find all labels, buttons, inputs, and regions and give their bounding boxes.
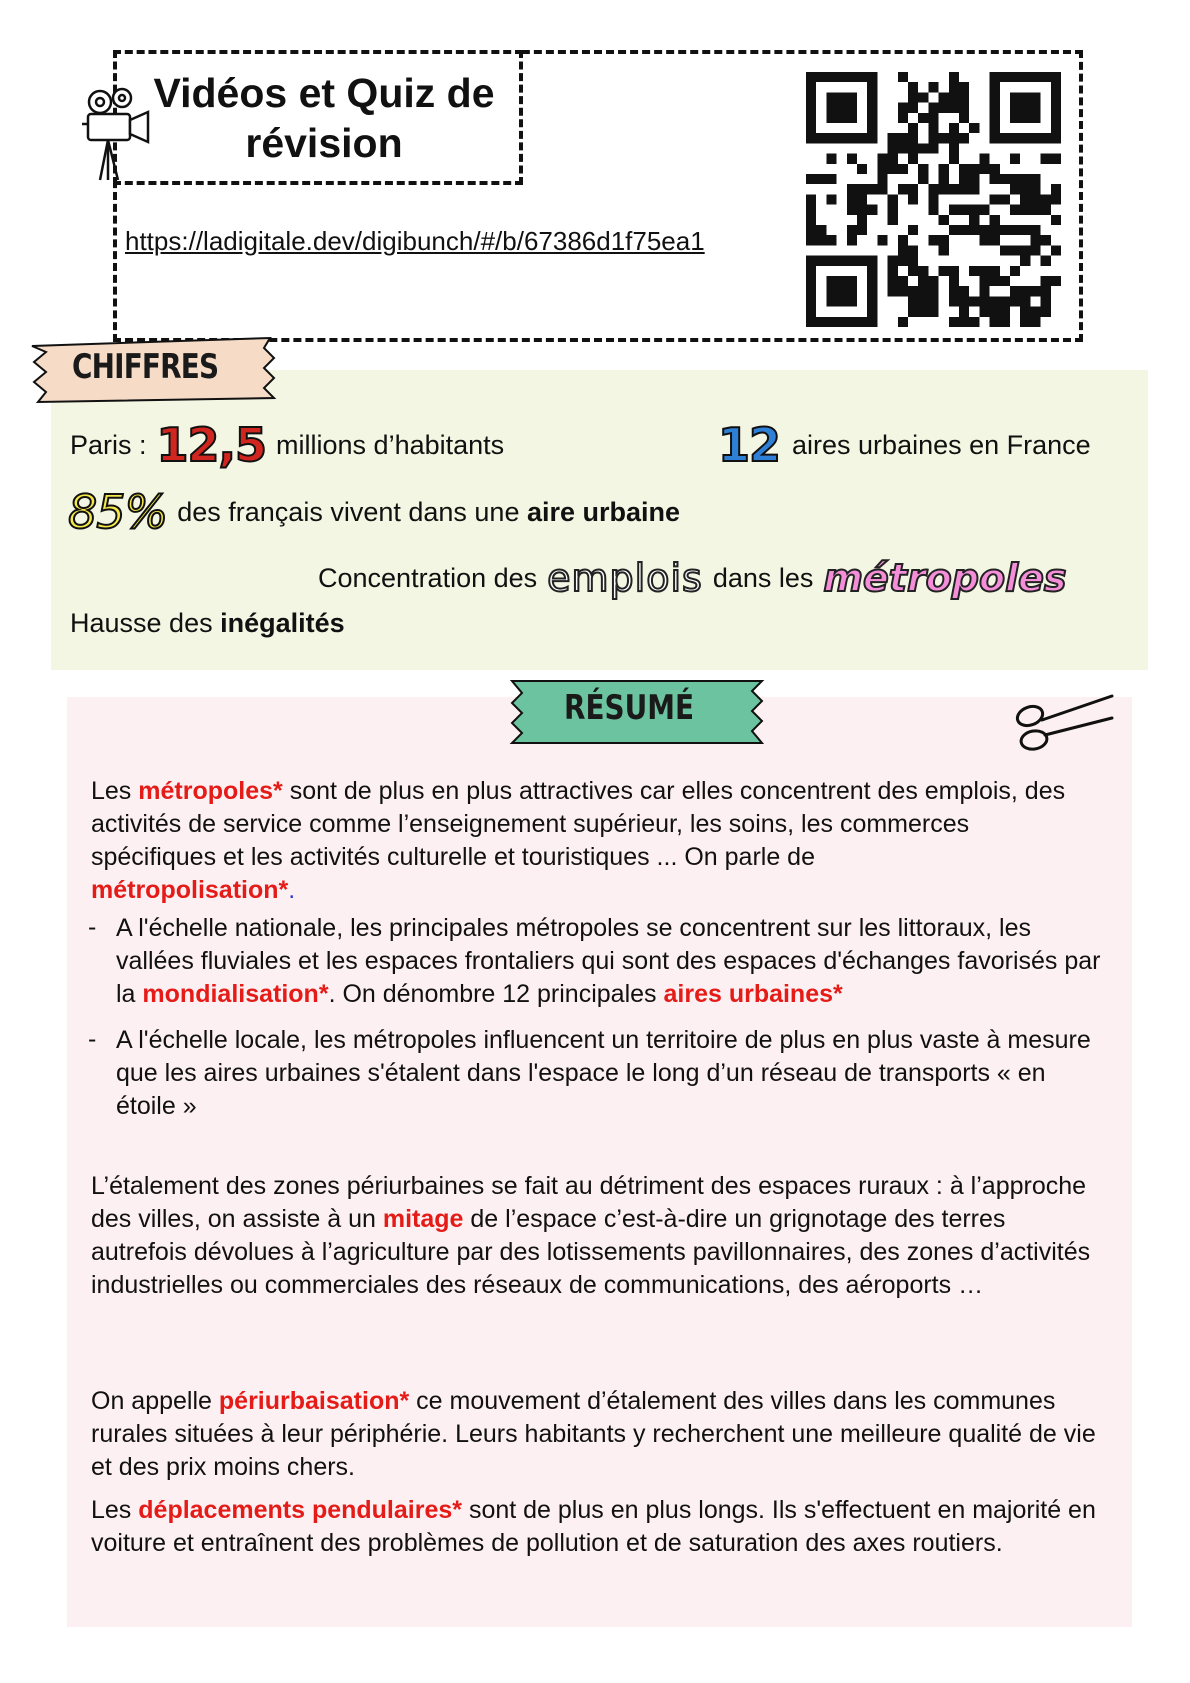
aires-value: 12 bbox=[718, 418, 781, 472]
resume-paragraph-2 bbox=[91, 1170, 1101, 1302]
bullet-dash-2: - bbox=[88, 1025, 97, 1053]
term-metropoles: métropoles* bbox=[138, 777, 283, 805]
bunch-link[interactable]: https://ladigitale.dev/digibunch/#/b/67386d1f75ea1 bbox=[125, 226, 705, 256]
aires-suffix: aires urbaines en France bbox=[792, 429, 1091, 460]
b2-text: A l'échelle locale, les métropoles influencent un territoire de plus en plus vaste à mesure que les aires urbaines s'étalent dans l'espace le long d’un réseau de transports « en étoile » bbox=[116, 1026, 1091, 1120]
term-mitage: mitage bbox=[382, 1205, 464, 1233]
term-metropolisation: métropolisation* bbox=[91, 876, 289, 904]
emplois-mid: dans les bbox=[712, 562, 814, 593]
p3-text-b: ce mouvement d’étalement des villes dans les communes rurales situées à leur périphérie. Leurs habitants y recherchent une meilleure qualité de vie et des prix moins chers. bbox=[91, 1387, 1096, 1481]
p4-text-b: sont de plus en plus longs. Ils s'effectuent en majorité en voiture et entraînent des problèmes de pollution et de saturation des axes routiers. bbox=[91, 1496, 1096, 1557]
pct-bold: aire urbaine bbox=[526, 496, 681, 527]
b1-text-b: . On dénombre 12 principales bbox=[328, 980, 657, 1008]
emplois-stat bbox=[318, 556, 1067, 600]
resume-label: RÉSUMÉ bbox=[564, 688, 695, 728]
paris-suffix: millions d’habitants bbox=[276, 429, 505, 460]
b1-text-a: A l'échelle nationale, les principales métropoles se concentrent sur les littoraux, les vallées fluviales et les espaces frontaliers qui sont des espaces d'échanges favorisés par la bbox=[116, 914, 1101, 1008]
title-box bbox=[113, 50, 523, 185]
paris-value: 12,5 bbox=[156, 418, 267, 472]
pct-value: 85% bbox=[68, 485, 168, 539]
term-periurbaisation: périurbaisation* bbox=[218, 1387, 410, 1415]
p1-text-a: Les bbox=[91, 777, 132, 805]
emplois-word: emplois bbox=[547, 556, 703, 600]
chiffres-label: CHIFFRES bbox=[72, 347, 219, 387]
inegalites-stat bbox=[70, 608, 345, 639]
aires-stat bbox=[718, 418, 1091, 472]
resume-paragraph-3 bbox=[91, 1385, 1101, 1484]
page-title: Vidéos et Quiz de révision bbox=[153, 69, 495, 166]
emplois-prefix: Concentration des bbox=[318, 562, 538, 593]
resume-bullet-2 bbox=[116, 1024, 1111, 1123]
scissors-icon bbox=[1010, 690, 1115, 758]
paris-stat bbox=[70, 418, 504, 472]
term-aires-urbaines: aires urbaines* bbox=[663, 980, 843, 1008]
qr-code-icon[interactable] bbox=[806, 72, 1061, 327]
resume-paragraph-4 bbox=[91, 1494, 1101, 1560]
inegalites-bold: inégalités bbox=[220, 608, 345, 638]
movie-camera-icon bbox=[78, 84, 156, 184]
p1-text-b: sont de plus en plus attractives car elles concentrent des emplois, des activités de service comme l’enseignement supérieur, les soins, les commerces spécifiques et les activités culturelle et touristiques ... On parle de bbox=[91, 777, 1066, 871]
p3-text-a: On appelle bbox=[91, 1387, 212, 1415]
p1-dot: . bbox=[288, 876, 296, 904]
p4-text-a: Les bbox=[91, 1496, 132, 1524]
resume-bullet-1 bbox=[116, 912, 1111, 1011]
resume-paragraph-1 bbox=[91, 775, 1101, 907]
p2-text-b: de l’espace c’est-à-dire un grignotage des terres autrefois dévolues à l’agriculture par des lotissements pavillonnaires, des zones d’activités industrielles ou commerciales des réseaux de communications, des aéroports … bbox=[91, 1205, 1091, 1299]
term-deplacements-pendulaires: déplacements pendulaires* bbox=[138, 1496, 462, 1524]
pct-text: des français vivent dans une bbox=[177, 496, 520, 527]
bullet-dash-1: - bbox=[88, 913, 97, 941]
pct-stat bbox=[68, 485, 680, 539]
inegalites-prefix: Hausse des bbox=[70, 608, 213, 638]
metropoles-word: métropoles bbox=[823, 556, 1067, 600]
term-mondialisation: mondialisation* bbox=[142, 980, 329, 1008]
paris-prefix: Paris : bbox=[70, 429, 147, 460]
p2-text-a: L’étalement des zones périurbaines se fait au détriment des espaces ruraux : à l’approche des villes, on assiste à un bbox=[91, 1172, 1087, 1233]
